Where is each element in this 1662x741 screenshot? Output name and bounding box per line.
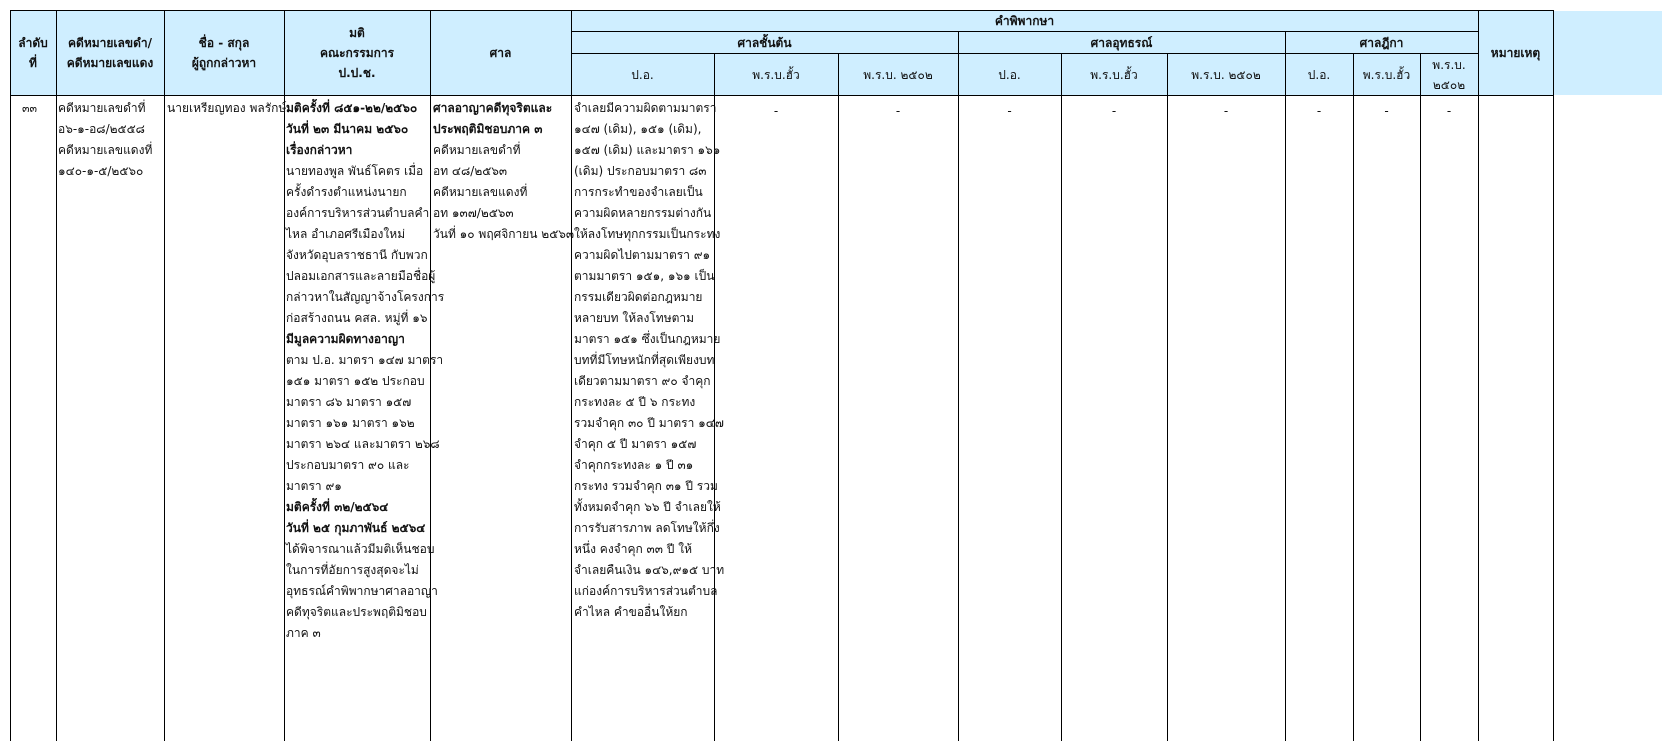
judgment-line: หนึ่ง คงจำคุก ๓๓ ปี ให้ [574,542,692,556]
rule-judgment [571,31,1478,32]
resolution-line: ในการที่อัยการสูงสุดจะไม่ [286,563,419,577]
cell-supreme-po: - [1316,104,1322,118]
judgment-line: ตามมาตรา ๑๕๑, ๑๖๑ เป็น [574,269,715,283]
resolution-line: ประกอบมาตรา ๙๐ และ [286,458,410,472]
resolution-line: มาตรา ๘๖ มาตรา ๑๕๗ [286,395,412,409]
resolution-line: คดีทุจริตและประพฤติมิชอบ [286,605,427,619]
resolution-line: เรื่องกล่าวหา [286,143,353,157]
resolution-line: ไหล อำเภอศรีเมืองใหม่ [286,227,406,241]
col-header-no: ลำดับ ที่ [18,36,48,70]
case-line: คดีหมายเลขแดงที่ [58,143,153,157]
sub-header-tiered-first: พ.ร.บ.ฮั้ว [752,67,800,82]
resolution-line: ครั้งดำรงตำแหน่งนายก [286,185,407,199]
case-line: อ๖-๑-อ๘/๒๕๕๘ [58,122,145,136]
col-header-court: ศาล [489,46,512,60]
resolution-line: ได้พิจารณาแล้วมีมติเห็นชอบ [286,542,435,556]
row-judgment-first-po [574,98,724,623]
court-appeal-header: ศาลอุทธรณ์ [1090,36,1153,50]
resolution-line: มติครั้งที่ ๓๒/๒๕๖๔ [286,500,389,514]
court-line: คดีหมายเลขแดงที่ [433,185,528,199]
rule-v7 [838,53,839,741]
sub-header-po-supreme: ป.อ. [1307,67,1331,82]
rule-courts [571,53,1478,54]
rule-v1 [56,10,57,741]
resolution-line: กล่าวหาในสัญญาจ้างโครงการ [286,290,445,304]
resolution-line: วันที่ ๒๓ มีนาคม ๒๕๖๐ [286,122,409,136]
judgment-line: การกระทำของจำเลยเป็น [574,185,703,199]
rule-v3 [284,10,285,741]
court-line: คดีหมายเลขดำที่ [433,143,521,157]
rule-v14 [1478,10,1479,741]
col-header-resolution: มติ คณะกรรมการ ป.ป.ช. [319,26,395,80]
court-line: ศาลอาญาคดีทุจริตและ [433,101,553,115]
judgment-line: จำคุก ๕ ปี มาตรา ๑๕๗ [574,437,697,451]
resolution-line: จังหวัดอุบลราชธานี กับพวก [286,248,428,262]
row-case-number [58,98,152,182]
col-header-name: ชื่อ - สกุล ผู้ถูกกล่าวหา [191,36,257,70]
judgment-line: หลายบท ให้ลงโทษตาม [574,311,695,325]
rule-header-bottom [10,95,1553,96]
judgment-line: คำไหล คำขออื่นให้ยก [574,605,688,619]
case-line: คดีหมายเลขดำที่ [58,101,146,115]
rule-v2 [164,10,165,741]
judgment-line: จำคุกกระทงละ ๑ ปี ๓๑ [574,458,694,472]
court-first-header: ศาลชั้นต้น [737,36,792,50]
court-supreme-header: ศาลฎีกา [1359,36,1404,50]
judgment-line: บทที่มีโทษหนักที่สุดเพียงบท [574,353,715,367]
rule-v0 [10,10,11,741]
cell-supreme-tiered: - [1384,104,1389,118]
court-line: อท ๔๘/๒๕๖๓ [433,164,508,178]
court-line: อท ๑๓๗/๒๕๖๓ [433,206,514,220]
court-line: ประพฤติมิชอบภาค ๓ [433,122,543,136]
header-right-edge [1553,11,1662,95]
rule-v13 [1420,53,1421,741]
resolution-line: องค์การบริหารส่วนตำบลคำ [286,206,430,220]
sub-header-po-first: ป.อ. [631,67,654,82]
resolution-line: ปลอมเอกสารและลายมือชื่อผู้ [286,269,436,283]
sub-header-2502-supreme: พ.ร.บ. ๒๕๐๒ [1432,57,1466,92]
sub-header-2502-appeal: พ.ร.บ. ๒๕๐๒ [1191,67,1261,82]
rule-v12 [1353,53,1354,741]
judgment-line: มาตรา ๑๕๑ ซึ่งเป็นกฎหมาย [574,332,721,346]
judgment-line: แก่องค์การบริหารส่วนตำบล [574,584,718,598]
sub-header-tiered-supreme: พ.ร.บ.ฮั้ว [1362,67,1411,82]
cell-supreme-2502: - [1446,104,1452,118]
resolution-line: มีมูลความผิดทางอาญา [286,332,405,346]
judgment-line: เดียวตามมาตรา ๙๐ จำคุก [574,374,711,388]
rule-v9 [1061,53,1062,741]
resolution-line: มาตรา ๒๖๔ และมาตรา ๒๖๘ [286,437,440,451]
sub-header-po-appeal: ป.อ. [998,67,1021,82]
resolution-line: มติครั้งที่ ๘๕๑-๒๒/๒๕๖๐ [286,101,418,115]
rule-v10 [1167,53,1168,741]
resolution-line: วันที่ ๒๕ กุมภาพันธ์ ๒๕๖๔ [286,521,426,535]
judgment-line: การรับสารภาพ ลดโทษให้กึ่ง [574,521,720,535]
judgment-line: ทั้งหมดจำคุก ๖๖ ปี จำเลยให้ [574,500,721,514]
sub-header-2502-first: พ.ร.บ. ๒๕๐๒ [863,67,933,82]
judgment-line: (เดิม) ประกอบมาตรา ๘๓ [574,164,707,178]
resolution-line: ภาค ๓ [286,626,321,640]
row-court [433,98,574,245]
col-header-case: คดีหมายเลขดำ/ คดีหมายเลขแดง [66,36,154,70]
col-header-judgment: คำพิพากษา [994,14,1055,28]
judgment-line: ความผิดหลายกรรมต่างกัน [574,206,712,220]
court-line: วันที่ ๑๐ พฤศจิกายน ๒๕๖๓ [433,227,575,241]
rule-v15 [1553,10,1554,741]
sub-header-tiered-appeal: พ.ร.บ.ฮั้ว [1090,67,1138,82]
resolution-line: นายทองพูล พันธ์โคตร เมื่อ [286,164,424,178]
judgment-line: ความผิดไปตามมาตรา ๙๑ [574,248,711,262]
judgment-line: ให้ลงโทษทุกกรรมเป็นกระทง [574,227,721,241]
row-no: ๓๓ [22,102,38,115]
cell-appeal-2502: - [1223,104,1229,118]
resolution-line: อุทธรณ์คำพิพากษาศาลอาญา [286,584,438,598]
judgment-line: จำเลยคืนเงิน ๑๔๖,๙๑๕ บาท [574,563,725,577]
rule-v11 [1285,31,1286,741]
judgment-line: กระทง รวมจำคุก ๓๑ ปี รวม [574,479,718,493]
judgment-line: รวมจำคุก ๓๐ ปี มาตรา ๑๔๗ [574,416,724,430]
judgment-line: ๑๔๗ (เดิม), ๑๕๑ (เดิม), [574,122,702,136]
judgment-line: กระทงละ ๕ ปี ๖ กระทง [574,395,696,409]
resolution-line: มาตรา ๑๖๑ มาตรา ๑๖๒ [286,416,415,430]
resolution-line: ๑๕๑ มาตรา ๑๕๒ ประกอบ [286,374,425,388]
rule-top [10,10,1553,11]
judgment-line: ๑๕๗ (เดิม) และมาตรา ๑๖๑ [574,143,721,157]
resolution-line: มาตรา ๙๑ [286,479,342,493]
col-header-remark: หมายเหตุ [1490,46,1541,60]
judgment-line: จำเลยมีความผิดตามมาตรา [574,101,717,115]
row-accused-name: นายเหรียญทอง พลรักษ์ [167,101,287,115]
row-resolution [286,98,444,644]
cell-first-tiered: - [773,104,779,118]
case-line: ๑๔๐-๑-๕/๒๕๖๐ [58,164,144,178]
rule-v8 [958,31,959,741]
cell-appeal-po: - [1007,104,1012,118]
judgment-line: กรรมเดียวผิดต่อกฎหมาย [574,290,703,304]
cell-appeal-tiered: - [1111,104,1117,118]
cell-first-2502: - [895,104,901,118]
resolution-line: ตาม ป.อ. มาตรา ๑๔๗ มาตรา [286,353,444,367]
resolution-line: ก่อสร้างถนน คสล. หมู่ที่ ๑๖ [286,311,428,325]
